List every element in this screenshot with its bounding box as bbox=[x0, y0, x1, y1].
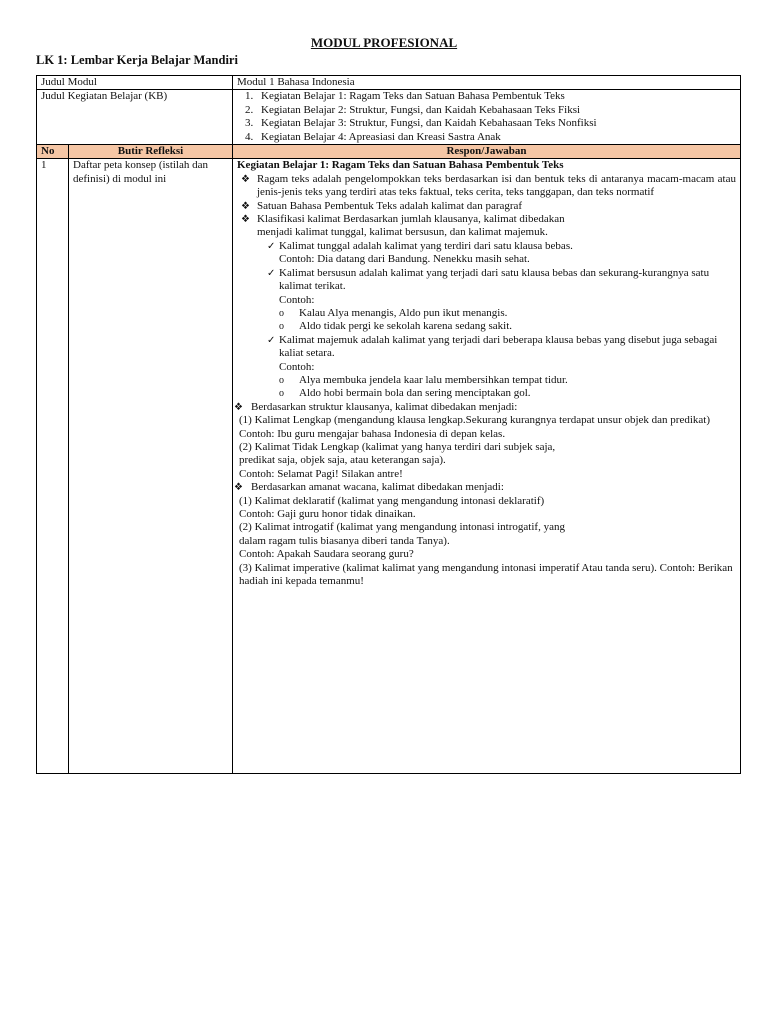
header-butir-refleksi: Butir Refleksi bbox=[69, 145, 233, 159]
kb-item-number: 4. bbox=[245, 130, 254, 143]
module-title-row bbox=[37, 76, 741, 90]
body-text: Contoh: Selamat Pagi! Silakan antre! bbox=[239, 467, 403, 480]
body-text: Contoh: Ibu guru mengajar bahasa Indonesia di depan kelas. bbox=[239, 427, 506, 440]
example-item bbox=[237, 320, 736, 333]
check-text: Kalimat majemuk adalah kalimat yang terjadi dari beberapa klausa bebas yang disebut juga sebagai kaliat setara. bbox=[279, 333, 718, 360]
kb-item-text: Kegiatan Belajar 2: Struktur, Fungsi, dan Kaidah Kebahasaan Teks Fiksi bbox=[261, 103, 581, 116]
kb-item-number: 3. bbox=[245, 117, 254, 130]
kb-item-number: 2. bbox=[245, 103, 254, 116]
bullet-text: Klasifikasi kalimat Berdasarkan jumlah klausanya, kalimat dibedakan bbox=[257, 213, 565, 226]
module-title-label: Judul Modul bbox=[37, 76, 233, 90]
body-text: Contoh: Apakah Saudara seorang guru? bbox=[239, 548, 414, 561]
example-text: Contoh: Dia datang dari Bandung. Nenekku masih sehat. bbox=[279, 253, 530, 266]
diamond-bullet-icon: ❖ bbox=[241, 173, 250, 185]
bullet-item bbox=[237, 200, 736, 213]
bullet-item bbox=[234, 481, 736, 494]
diamond-bullet-icon: ❖ bbox=[234, 482, 243, 494]
kb-title-label: Judul Kegiatan Belajar (KB) bbox=[37, 90, 233, 145]
kb1-heading: Kegiatan Belajar 1: Ragam Teks dan Satuan Bahasa Pembentuk Teks bbox=[237, 159, 564, 172]
circle-bullet-icon: o bbox=[279, 374, 284, 386]
kb-item bbox=[245, 90, 736, 103]
example-item bbox=[237, 307, 736, 320]
kb-item-text: Kegiatan Belajar 4: Apreasiasi dan Kreasi Sastra Anak bbox=[261, 130, 501, 143]
check-text: Kalimat bersusun adalah kalimat yang terjadi dari satu klausa bebas dan sekurang-kurangnya satu kalimat terikat. bbox=[279, 266, 710, 293]
table-row bbox=[37, 159, 741, 774]
diamond-bullet-icon: ❖ bbox=[241, 200, 250, 212]
butir-refleksi-cell: Daftar peta konsep (istilah dan definisi) di modul ini bbox=[69, 159, 233, 774]
check-item bbox=[237, 267, 736, 294]
body-text: Contoh: Gaji guru honor tidak dinaikan. bbox=[239, 508, 416, 520]
table-header-row bbox=[37, 145, 741, 159]
bullet-continuation: menjadi kalimat tunggal, kalimat bersusun, dan kalimat majemuk. bbox=[257, 226, 548, 239]
header-no: No bbox=[37, 145, 69, 159]
example-item-text: Aldo hobi bermain bola dan sering menciptakan gol. bbox=[299, 387, 531, 400]
circle-bullet-icon: o bbox=[279, 321, 284, 333]
body-text: (3) Kalimat imperative (kalimat kalimat yang mengandung intonasi imperatif Atau tanda seru). Contoh: Berikan hadiah ini kepada temanmu! bbox=[239, 561, 733, 588]
body-text: (1) Kalimat Lengkap (mengandung klausa lengkap.Sekurang kurangnya terdapat unsur objek dan predikat) bbox=[239, 414, 711, 427]
circle-bullet-icon: o bbox=[279, 388, 284, 400]
diamond-bullet-icon: ❖ bbox=[241, 214, 250, 226]
example-label: Contoh: bbox=[279, 360, 315, 373]
kb-list bbox=[237, 90, 736, 144]
bullet-item bbox=[237, 173, 736, 200]
check-icon: ✓ bbox=[267, 334, 276, 346]
bullet-item bbox=[237, 213, 736, 226]
body-text: (1) Kalimat deklaratif (kalimat yang mengandung intonasi deklaratif) bbox=[239, 494, 545, 507]
worksheet-title: LK 1: Lembar Kerja Belajar Mandiri bbox=[36, 53, 238, 67]
check-icon: ✓ bbox=[267, 267, 276, 279]
module-title-value: Modul 1 Bahasa Indonesia bbox=[233, 76, 741, 90]
body-text: (2) Kalimat introgatif (kalimat yang mengandung intonasi introgatif, yang bbox=[239, 521, 565, 534]
diamond-bullet-icon: ❖ bbox=[234, 401, 243, 413]
kb-item-number: 1. bbox=[245, 90, 254, 103]
circle-bullet-icon: o bbox=[279, 307, 284, 319]
example-item-text: Kalau Alya menangis, Aldo pun ikut menangis. bbox=[299, 306, 508, 319]
kb-item bbox=[245, 117, 736, 130]
respon-cell bbox=[233, 159, 741, 774]
check-icon: ✓ bbox=[267, 240, 276, 252]
row-number: 1 bbox=[37, 159, 69, 774]
example-label: Contoh: bbox=[279, 293, 315, 306]
worksheet-table bbox=[36, 75, 741, 774]
kb-title-row bbox=[37, 90, 741, 145]
kb-item-text: Kegiatan Belajar 3: Struktur, Fungsi, dan Kaidah Kebahasaan Teks Nonfiksi bbox=[261, 117, 597, 130]
kb-item bbox=[245, 103, 736, 117]
bullet-text: Satuan Bahasa Pembentuk Teks adalah kalimat dan paragraf bbox=[257, 199, 523, 212]
kb-title-list-cell bbox=[233, 90, 741, 145]
body-text: (2) Kalimat Tidak Lengkap (kalimat yang hanya terdiri dari subjek saja, bbox=[239, 440, 556, 453]
body-text: predikat saja, objek saja, atau keterangan saja). bbox=[239, 454, 446, 467]
example-item bbox=[237, 387, 736, 400]
bullet-text: Ragam teks adalah pengelompokkan teks berdasarkan isi dan bentuk teks di antaranya macam-macam atau jenis-jenis teks yang terdiri atas teks faktual, teks cerita, teks tanggapan, dan teks normatif bbox=[257, 172, 736, 199]
example-item-text: Alya membuka jendela kaar lalu membersihkan tempat tidur. bbox=[299, 373, 568, 386]
bullet-text: Berdasarkan struktur klausanya, kalimat dibedakan menjadi: bbox=[251, 400, 518, 413]
check-text: Kalimat tunggal adalah kalimat yang terdiri dari satu klausa bebas. bbox=[279, 239, 573, 252]
bullet-text: Berdasarkan amanat wacana, kalimat dibedakan menjadi: bbox=[251, 481, 504, 494]
body-text: dalam ragam tulis biasanya diberi tanda Tanya). bbox=[239, 534, 450, 547]
kb-item bbox=[245, 130, 736, 144]
check-item bbox=[237, 240, 736, 253]
header-respon-jawaban: Respon/Jawaban bbox=[233, 145, 741, 159]
kb-item-text: Kegiatan Belajar 1: Ragam Teks dan Satuan Bahasa Pembentuk Teks bbox=[261, 90, 565, 103]
example-item bbox=[237, 374, 736, 387]
example-item-text: Aldo tidak pergi ke sekolah karena sedang sakit. bbox=[299, 320, 513, 333]
bullet-item bbox=[234, 400, 736, 414]
document-title: MODUL PROFESIONAL bbox=[310, 35, 458, 50]
check-item bbox=[237, 334, 736, 361]
